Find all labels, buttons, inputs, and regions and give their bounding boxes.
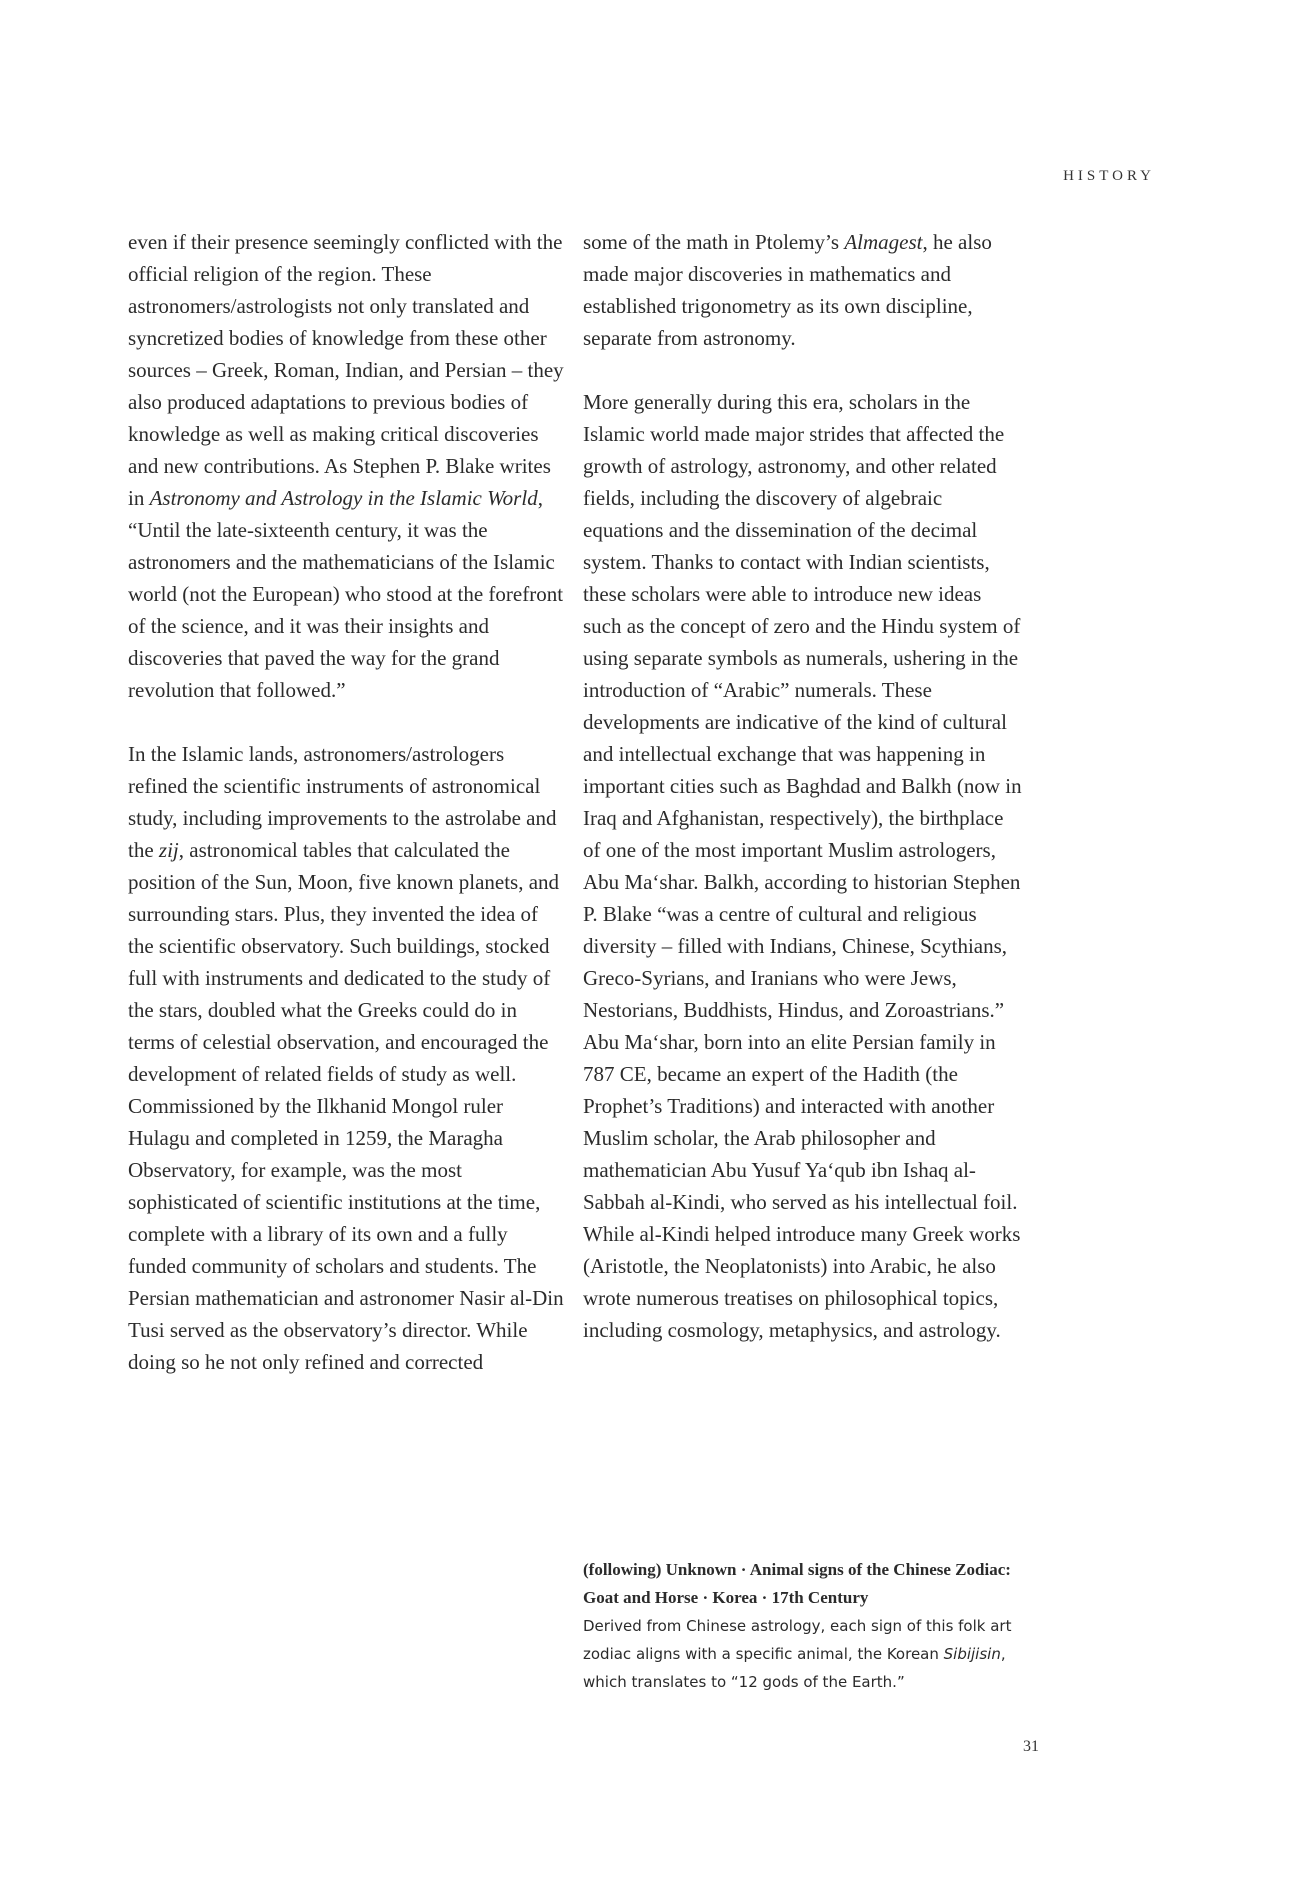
left-p1-text-b: , “Until the late-sixteenth century, it was the astronomers and the mathematicians of the Islamic world (not the European) who stood at the forefront of the science, and it was their insights and discoveries that paved the way for the grand revolution that followed.”: [128, 486, 564, 702]
left-p1-text-a: even if their presence seemingly conflicted with the official religion of the region. These astronomers/astrologists not only translated and syncretized bodies of knowledge from these other sources – Greek, Roman, Indian, and Persian – they also produced adaptations to previous bodies of knowledge as well as making critical discoveries and new contributions. As Stephen P. Blake writes in: [128, 230, 564, 510]
term-zij: zij: [158, 838, 179, 862]
book-title-almagest: Almagest: [844, 230, 923, 254]
caption-body-text-b: , which translates to “12 gods of the Earth.”: [583, 1645, 1006, 1691]
running-head: HISTORY: [1063, 168, 1155, 184]
book-title-astronomy-astrology: Astronomy and Astrology in the Islamic World: [149, 486, 538, 510]
right-paragraph-1: [583, 226, 1023, 354]
caption-body-text-a: Derived from Chinese astrology, each sign of this folk art zodiac aligns with a specific animal, the Korean: [583, 1617, 1012, 1663]
left-paragraph-2: [128, 738, 568, 1378]
right-p1-text-b: , he also made major discoveries in mathematics and established trigonometry as its own discipline, separate from astronomy.: [583, 230, 992, 350]
term-sibijisin: Sibijisin: [943, 1645, 1001, 1663]
caption-body: [583, 1612, 1023, 1696]
right-paragraph-2: More generally during this era, scholars in the Islamic world made major strides that affected the growth of astrology, astronomy, and other related fields, including the discovery of algebraic equations and the dissemination of the decimal system. Thanks to contact with Indian scientists, these scholars were able to introduce new ideas such as the concept of zero and the Hindu system of using separate symbols as numerals, ushering in the introduction of “Arabic” numerals. These developments are indicative of the kind of cultural and intellectual exchange that was happening in important cities such as Baghdad and Balkh (now in Iraq and Afghanistan, respectively), the birthplace of one of the most important Muslim astrologers, Abu Ma‘shar. Balkh, according to historian Stephen P. Blake “was a centre of cultural and religious diversity – filled with Indians, Chinese, Scythians, Greco-Syrians, and Iranians who were Jews, Nestorians, Buddhists, Hindus, and Zoroastrians.” Abu Ma‘shar, born into an elite Persian family in 787 CE, became an expert of the Hadith (the Prophet’s Traditions) and interacted with another Muslim scholar, the Arab philosopher and mathematician Abu Yusuf Ya‘qub ibn Ishaq al-Sabbah al-Kindi, who served as his intellectual foil. While al-Kindi helped introduce many Greek works (Aristotle, the Neoplatonists) into Arabic, he also wrote numerous treatises on philosophical topics, including cosmology, metaphysics, and astrology.: [583, 390, 1022, 1342]
figure-caption: [583, 1556, 1023, 1696]
left-p2-text-a: In the Islamic lands, astronomers/astrologers refined the scientific instruments of astronomical study, including improvements to the astrolabe and the: [128, 742, 557, 862]
caption-title: (following) Unknown · Animal signs of the Chinese Zodiac: Goat and Horse · Korea · 17th Century: [583, 1560, 1011, 1607]
right-p1-text-a: some of the math in Ptolemy’s: [583, 230, 845, 254]
left-column: [128, 226, 568, 1410]
page-number: 31: [1023, 1738, 1039, 1755]
left-paragraph-1: [128, 226, 568, 706]
left-p2-text-b: , astronomical tables that calculated the position of the Sun, Moon, five known planets, and surrounding stars. Plus, they invented the idea of the scientific observatory. Such buildings, stocked full with instruments and dedicated to the study of the stars, doubled what the Greeks could do in terms of celestial observation, and encouraged the development of related fields of study as well. Commissioned by the Ilkhanid Mongol ruler Hulagu and completed in 1259, the Maragha Observatory, for example, was the most sophisticated of scientific institutions at the time, complete with a library of its own and a fully funded community of scholars and students. The Persian mathematician and astronomer Nasir al-Din Tusi served as the observatory’s director. While doing so he not only refined and corrected: [128, 838, 564, 1374]
right-column: [583, 226, 1023, 1378]
